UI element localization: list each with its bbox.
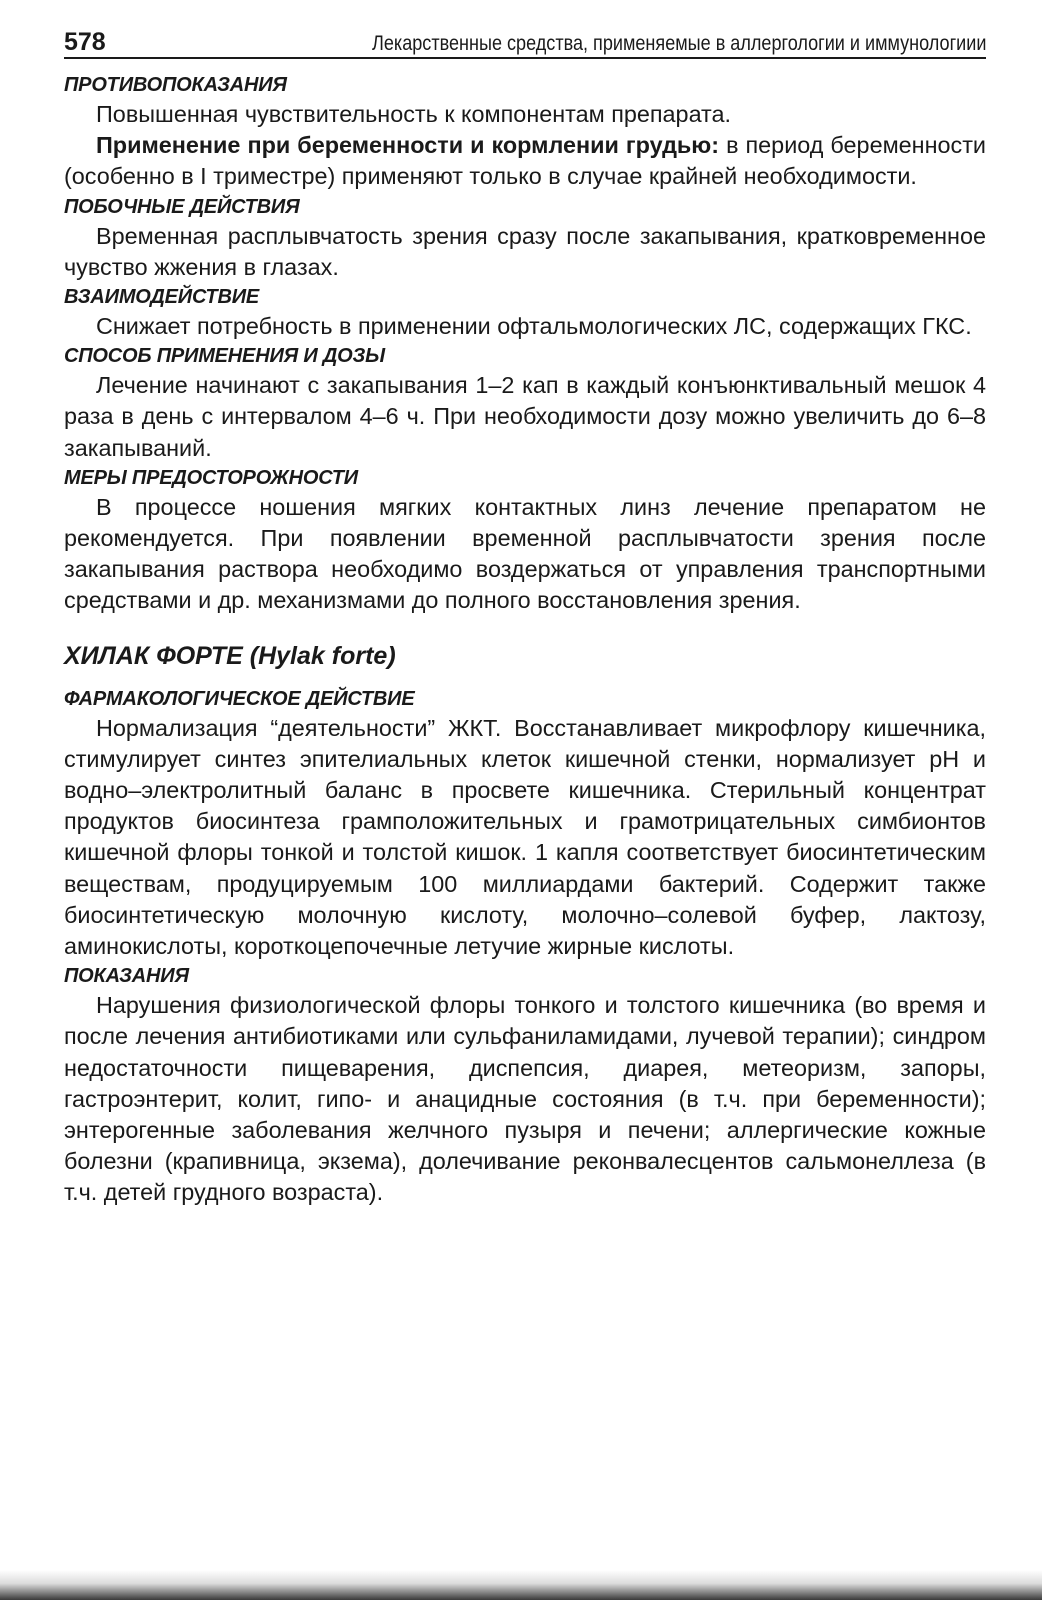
paragraph-text: Лечение начинают с закапывания 1–2 кап в каждый конъюнктивальный мешок 4 раза в день с интервалом 4–6 ч. При необходимости дозу можно увеличить до 6–8 закапываний. — [64, 372, 986, 461]
paragraph-text: В процессе ношения мягких контактных линз лечение препаратом не рекомендуется. При появлении временной расплывчатости зрения после закапывания раствора необходимо воздержаться от управления транспортными средствами и др. механизмами до полного восстановления зрения. — [64, 493, 986, 614]
page-number: 578 — [64, 28, 106, 56]
drug-title: ХИЛАК ФОРТЕ (Hylak forte) — [64, 641, 396, 670]
section-heading-dosage: СПОСОБ ПРИМЕНЕНИЯ И ДОЗЫ — [64, 345, 385, 368]
paragraph-text: Нормализация “деятельности” ЖКТ. Восстанавливает микрофлору кишечника, стимулирует синтез эпителиальных клеток кишечной стенки, нормализует pH и водно–электролитный баланс в просвете кишечника. Стерильный концентрат продуктов биосинтеза грамположительных и грамотрицательных симбионтов кишечной флоры тонкой и толстой кишок. 1 капля соответствует биосинтетическим веществам, продуцируемым 100 миллиардами бактерий. Содержит также биосинтетическую молочную кислоту, молочно–солевой буфер, лактозу, аминокислоты, короткоцепочечные летучие жирные кислоты. — [64, 714, 986, 960]
section-heading-contraindications: ПРОТИВОПОКАЗАНИЯ — [64, 74, 287, 96]
paragraph-pharmacology — [64, 713, 986, 963]
section-heading-indications: ПОКАЗАНИЯ — [64, 965, 189, 988]
section-heading-precautions: МЕРЫ ПРЕДОСТОРОЖНОСТИ — [64, 466, 358, 489]
paragraph-text: Нарушения физиологической флоры тонкого и толстого кишечника (во время и после лечения антибиотиками или сульфаниламидами, лучевой терапии); синдром недостаточности пищеварения, диспепсия, диарея, метеоризм, запоры, гастроэнтерит, колит, гипо- и анацидные состояния (в т.ч. при беременности); энтерогенные заболевания желчного пузыря и печени; аллергические кожные болезни (крапивница, экзема), долечивание реконвалесцентов сальмонеллеза (в т.ч. детей грудного возраста). — [64, 992, 986, 1206]
running-title: Лекарственные средства, применяемые в аллергологии и иммунологиии — [371, 32, 986, 55]
paragraph-interaction — [64, 311, 986, 342]
section-heading-interaction: ВЗАИМОДЕЙСТВИЕ — [64, 286, 260, 309]
paragraph-text: Временная расплывчатость зрения сразу после закапывания, кратковременное чувство жжения в глазах. — [64, 222, 986, 280]
book-page — [64, 20, 986, 1209]
paragraph-side-effects — [64, 221, 986, 283]
drug-sections — [64, 685, 986, 1209]
paragraph-text: в период беременности (особенно в I триместре) применяют только в случае крайней необходимости. — [64, 132, 986, 190]
section-heading-pharmacology: ФАРМАКОЛОГИЧЕСКОЕ ДЕЙСТВИЕ — [64, 687, 415, 710]
paragraph-precautions — [64, 492, 986, 617]
section-heading-side-effects: ПОБОЧНЫЕ ДЕЙСТВИЯ — [64, 195, 300, 218]
scan-bottom-edge — [0, 1570, 1042, 1600]
paragraph-pregnancy — [64, 130, 986, 192]
running-header — [64, 20, 986, 59]
paragraph-indications — [64, 990, 986, 1208]
previous-drug-sections — [64, 71, 986, 617]
paragraph-text: Повышенная чувствительность к компонентам препарата. — [96, 101, 732, 127]
page-content — [64, 71, 986, 1209]
paragraph-lead-pregnancy: Применение при беременности и кормлении грудью: — [96, 132, 720, 159]
paragraph-contraindications — [64, 99, 986, 130]
paragraph-text: Снижает потребность в применении офтальмологических ЛС, содержащих ГКС. — [96, 313, 972, 340]
paragraph-dosage — [64, 370, 986, 464]
